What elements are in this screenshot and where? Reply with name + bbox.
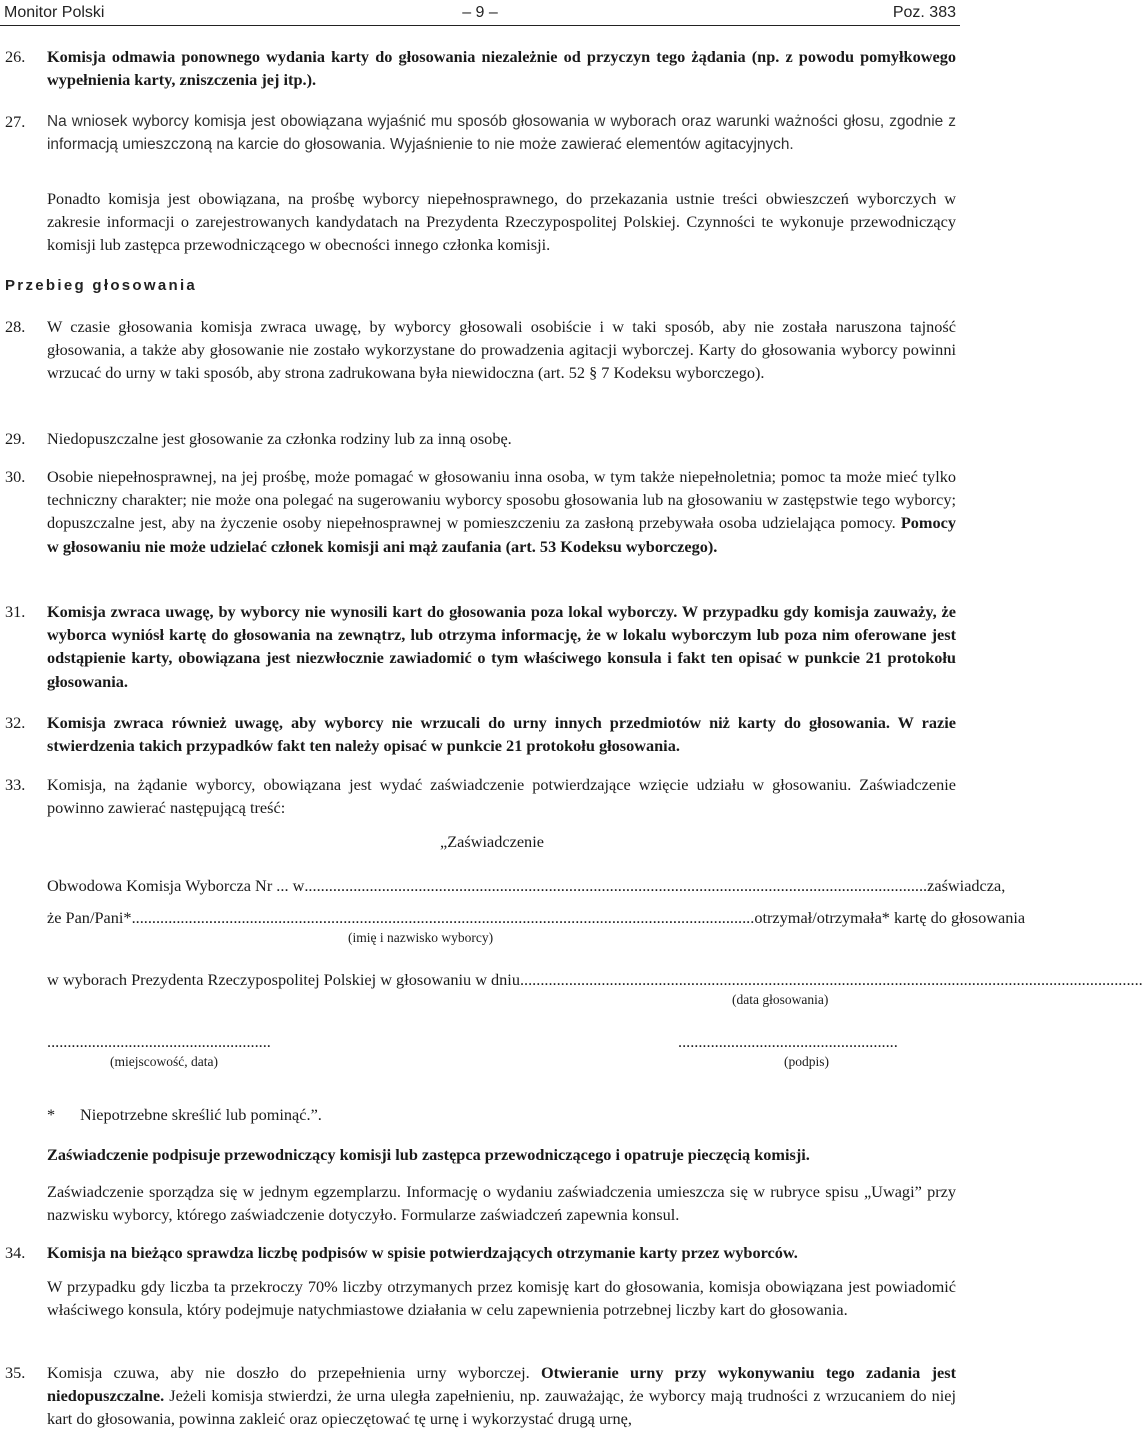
item-number: 28. xyxy=(5,317,26,336)
item-text-regular: Osobie niepełnosprawnej, na jej prośbę, może pomagać w głosowaniu inna osoba, w tym także niepełnoletnia; pomoc ta może mieć tylko techniczny charakter; nie może ona polegać na sugerowaniu wyborcy sposobu głosowania lub na głosowaniu w zastępstwie tego wyborcy; dopuszczalne jest, aby na życzenie osoby niepełnosprawnej w pomieszczeniu za zasłoną przebywała osoba udzielająca pomocy. xyxy=(47,467,956,533)
publication-name: Monitor Polski xyxy=(4,4,105,21)
item-text: Na wniosek wyborcy komisja jest obowiązana wyjaśnić mu sposób głosowania w wyborach oraz warunki ważności głosu, zgodnie z informacją umieszczoną na karcie do głosowania. Wyjaśnienie to nie może zawierać elementów agitacyjnych. xyxy=(47,113,956,154)
item-number: 35. xyxy=(5,1363,26,1382)
item-number: 27. xyxy=(5,112,26,131)
item-text-bold: Pomocy w głosowaniu nie może udzielać członek komisji ani mąż zaufania (art. 53 Kodeksu wyborczego). xyxy=(47,513,956,556)
item-text: Komisja, na żądanie wyborcy, obowiązana jest wydać zaświadczenie potwierdzające wzięcie udziału w głosowaniu. Zaświadczenie powinno zawierać następującą treść: xyxy=(47,775,956,818)
item-number: 33. xyxy=(5,775,26,794)
item-text: W czasie głosowania komisja zwraca uwagę, by wyborcy głosowali osobiście i w taki sposób, aby nie została naruszona tajność głosowania, a także aby głosowanie nie zostało wykorzystane do prowadzenia agitacji wyborczej. Karty do głosowania wyborcy powinni wrzucać do urny w taki sposób, aby strona zadrukowana była niewidoczna (art. 52 § 7 Kodeksu wyborczego). xyxy=(47,317,956,383)
fill-dots: ......................................................................................................................................................... xyxy=(131,908,755,927)
item-text-bold: Otwieranie urny przy wykonywaniu tego zadania jest niedopuszczalne. xyxy=(47,1363,956,1406)
page-header xyxy=(0,1,960,26)
item-text: Komisja zwraca również uwagę, aby wyborcy nie wrzucali do urny innych przedmiotów niż karty do głosowania. W razie stwierdzenia takich przypadków fakt ten należy opisać w punkcie 21 protokołu głosowania. xyxy=(47,713,956,756)
caption-voter-name: (imię i nazwisko wyborcy) xyxy=(348,930,494,945)
caption-voting-date: (data głosowania) xyxy=(732,992,829,1007)
item-number: 30. xyxy=(5,467,26,486)
certificate-received-text: otrzymał/otrzymała* kartę do głosowania xyxy=(754,908,1026,927)
position-number: Poz. 383 xyxy=(892,4,956,21)
certificate-voter-text: że Pan/Pani* xyxy=(47,908,132,927)
item-number: 29. xyxy=(5,429,26,448)
item-34-paragraph-2: W przypadku gdy liczba ta przekroczy 70% liczby otrzymanych przez komisję kart do głosowania, komisja obowiązana jest powiadomić właściwego konsula, który podejmuje natychmiastowe działania w celu zapewnienia potrzebnej liczby kart do głosowania. xyxy=(47,1277,956,1320)
fill-dots: ......................................................................................................................................................... xyxy=(519,970,1143,989)
page-number: – 9 – xyxy=(462,4,498,21)
item-text xyxy=(47,465,956,558)
item-number: 32. xyxy=(5,713,26,732)
certificate-line-2 xyxy=(47,906,1026,929)
item-text-regular-2: Jeżeli komisja stwierdzi, że urna uległa zapełnieniu, np. zauważając, że wyborcy mają trudności z wrzucaniem do niej kart do głosowania, powinna zakleić oraz opieczętować tę urnę i wykorzystać drugą urnę, xyxy=(47,1386,956,1429)
certificate-title: „Zaświadczenie xyxy=(440,832,544,851)
certificate-election-text: w wyborach Prezydenta Rzeczypospolitej Polskiej w głosowaniu w dniu xyxy=(47,970,520,989)
footnote-text: Niepotrzebne skreślić lub pominąć.”. xyxy=(80,1105,322,1124)
certificate-register-note: Zaświadczenie sporządza się w jednym egzemplarzu. Informację o wydaniu zaświadczenia umieszcza się w rubryce spisu „Uwagi” przy nazwisku wyborcy, którego zaświadczenie dotyczyło. Formularze zaświadczeń zapewnia konsul. xyxy=(47,1182,956,1225)
item-27-paragraph-2: Ponadto komisja jest obowiązana, na prośbę wyborcy niepełnosprawnego, do przekazania ustnie treści obwieszczeń wyborczych w zakresie informacji o zarejestrowanych kandydatach na Prezydenta Rzeczypospolitej Polskiej. Czynności te wykonuje przewodniczący komisji lub zastępca przewodniczącego w obecności innego członka komisji. xyxy=(47,189,956,255)
item-text: Niedopuszczalne jest głosowanie za członka rodziny lub za inną osobę. xyxy=(47,429,512,448)
certificate-certifies-text: zaświadcza, xyxy=(927,876,1006,895)
certificate-commission-text: Obwodowa Komisja Wyborcza Nr ... w xyxy=(47,876,305,895)
item-text xyxy=(47,1361,956,1431)
certificate-line-1 xyxy=(47,874,1006,897)
item-text-regular: Komisja czuwa, aby nie doszło do przepełnienia urny wyborczej. xyxy=(47,1363,541,1382)
caption-place-date: (miejscowość, data) xyxy=(110,1054,218,1069)
item-text: Komisja odmawia ponownego wydania karty do głosowania niezależnie od przyczyn tego żądania (np. z powodu pomyłkowego wypełnienia karty, zniszczenia jej itp.). xyxy=(47,47,956,90)
item-number: 31. xyxy=(5,602,26,621)
caption-signature: (podpis) xyxy=(784,1054,829,1069)
fill-dots: ......................................................................................................................................................... xyxy=(304,876,928,895)
signature-place-line: ....................................................... xyxy=(47,1032,271,1051)
certificate-signing-note: Zaświadczenie podpisuje przewodniczący komisji lub zastępca przewodniczącego i opatruje pieczęcią komisji. xyxy=(47,1145,810,1164)
signature-line: ...................................................... xyxy=(678,1032,898,1051)
item-number: 34. xyxy=(5,1243,26,1262)
item-text: Komisja na bieżąco sprawdza liczbę podpisów w spisie potwierdzających otrzymanie karty przez wyborców. xyxy=(47,1243,798,1262)
footnote-mark: * xyxy=(47,1105,56,1124)
item-text: Komisja zwraca uwagę, by wyborcy nie wynosili kart do głosowania poza lokal wyborczy. W przypadku gdy komisja zauważy, że wyborca wyniósł kartę do głosowania na zewnątrz, lub otrzyma informację, że w lokalu wyborczym lub poza nim oferowane jest odstąpienie karty, obowiązana jest niezwłocznie zawiadomić o tym właściwego konsula i fakt ten opisać w punkcie 21 protokołu głosowania. xyxy=(47,602,956,691)
section-heading: Przebieg głosowania xyxy=(5,277,198,294)
item-number: 26. xyxy=(5,47,26,66)
